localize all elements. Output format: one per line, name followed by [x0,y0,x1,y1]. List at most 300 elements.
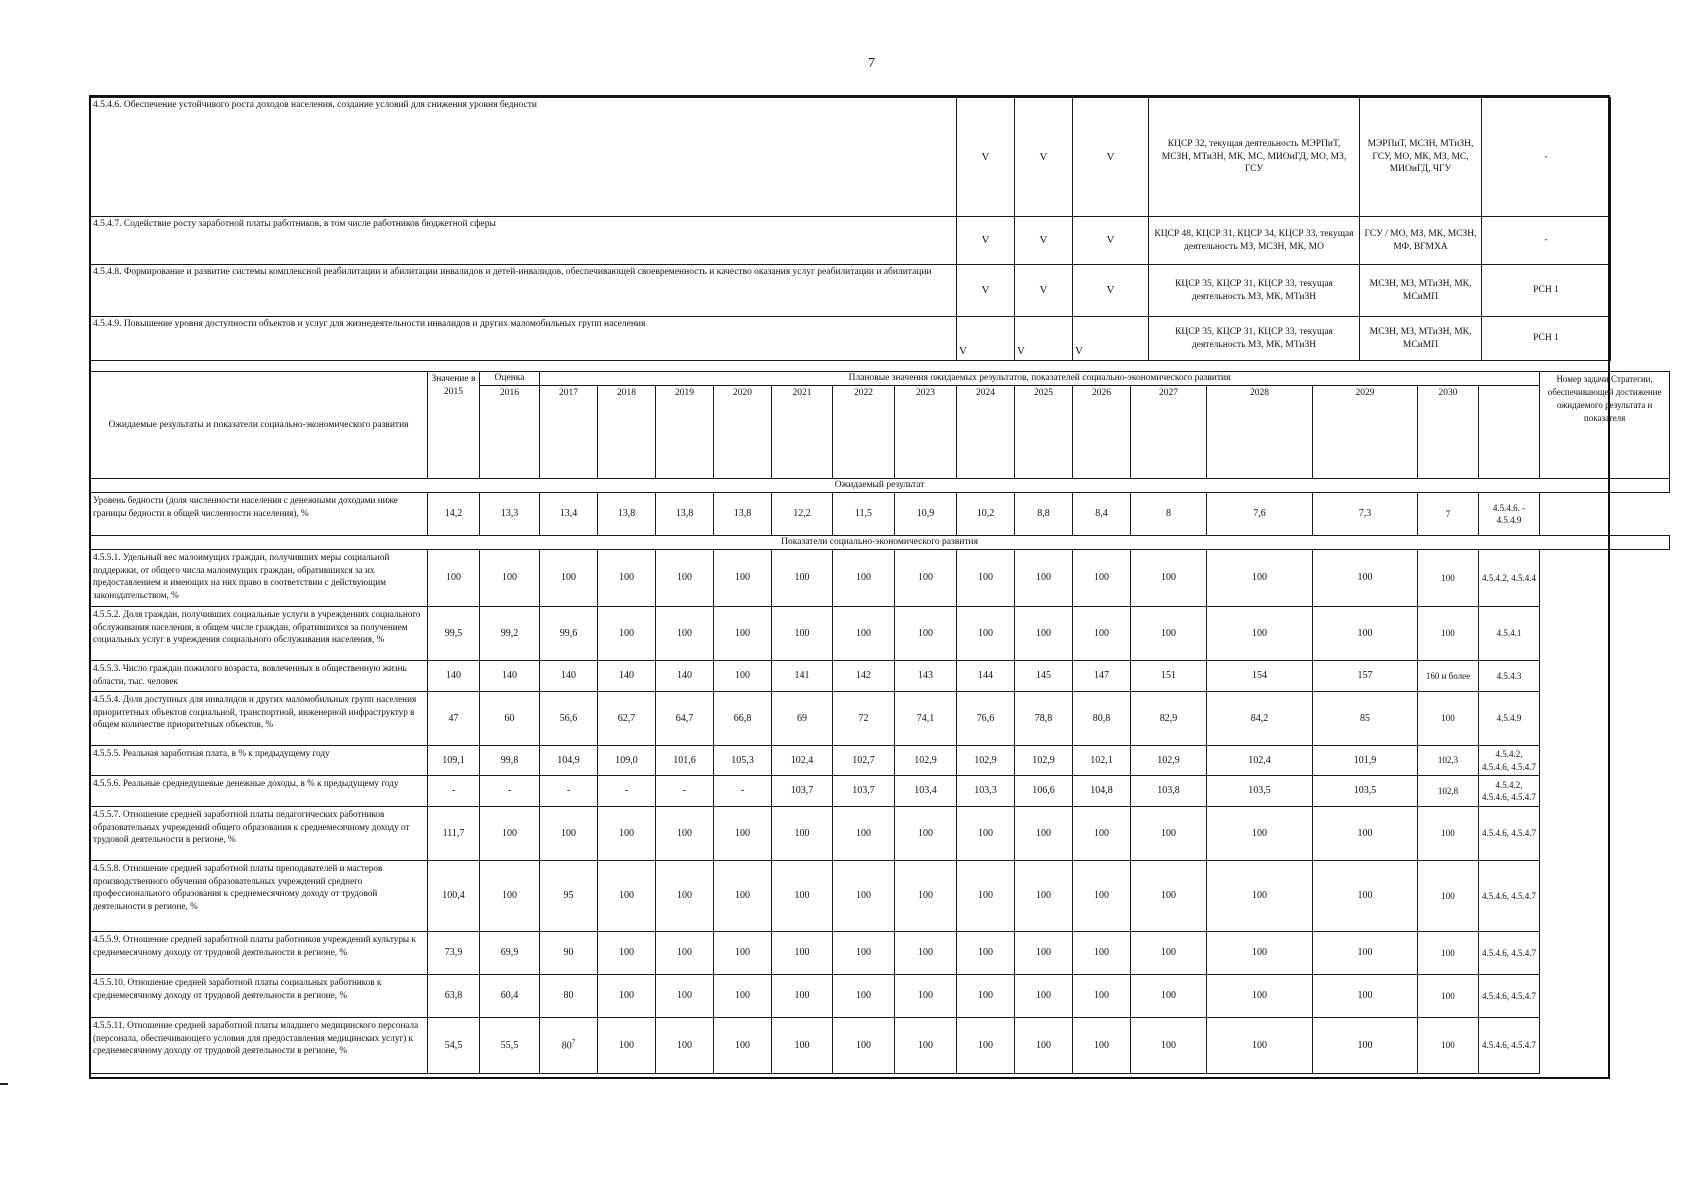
value-text: 100 [735,627,750,639]
page-number: 7 [868,56,875,71]
indicator-row [90,607,1670,661]
indicator-value [1015,746,1073,776]
year-header: 2017 [540,386,598,479]
value-text: 102,3 [1437,755,1459,766]
indicator-value [1313,607,1418,661]
value-2015-header: Значение в 2015 [428,372,480,479]
value-text: 100 [677,947,692,959]
measure-row [90,217,1611,265]
indicator-value [1131,932,1207,975]
indicator-value [428,607,480,661]
measure-text: 4.5.4.9. Повышение уровня доступности объектов и услуг для жизнедеятельности инвалидов и других маломобильных групп населения [90,317,957,361]
indicator-row [90,861,1670,932]
expected-result-row [90,493,1670,536]
indicator-row [90,932,1670,975]
indicator-value [1073,493,1131,536]
indicator-value [1131,776,1207,807]
indicator-value [656,607,714,661]
value-text: 102,8 [1437,785,1459,796]
indicator-value [1418,861,1479,932]
indicator-value [598,550,656,607]
value-text: 100 [1036,827,1051,839]
value-text: 100 [918,947,933,959]
value-text: 13,8 [675,508,694,520]
indicator-task: 4.5.4.2, 4.5.4.4 [1479,550,1540,607]
value-text: 100 [1252,572,1267,584]
value-text: 100 [1094,890,1109,902]
value-text: 100 [619,990,634,1002]
value-text: 10,2 [976,508,995,520]
value-text: 100 [978,827,993,839]
value-text: 102,9 [1157,754,1180,766]
year-header: 2026 [1073,386,1131,479]
value-text: - [740,785,745,797]
indicator-value [598,975,656,1018]
value-text: 100 [794,947,810,959]
indicator-value [480,607,540,661]
indicator-value [1015,776,1073,807]
value-text: 100 [918,627,933,639]
period-mark: V [1015,265,1073,317]
value-text: 99,6 [559,627,578,639]
measure-row [90,317,1611,361]
value-text: 85 [1360,712,1370,724]
indicator-value [772,607,833,661]
value-text: 160 и более [1425,670,1471,681]
value-text: 140 [561,670,576,682]
indicator-value [1131,861,1207,932]
indicator-value [480,661,540,692]
value-text: 90 [563,947,574,959]
value-text: 8,4 [1095,508,1108,520]
indicator-value [428,807,480,861]
indicator-value [1073,692,1131,746]
measures-table [89,97,1611,361]
funding-source: КЦСР 35, КЦСР 31, КЦСР 33, текущая деятельность МЗ, МК, МТиЗН [1149,265,1360,317]
value-text: 100 [1161,827,1176,839]
value-text: 106,6 [1032,785,1055,797]
value-text: 102,1 [1090,754,1113,766]
value-text: 103,3 [974,785,997,797]
indicator-value [1207,975,1313,1018]
value-text: 102,9 [914,754,937,766]
value-text: 100 [1161,890,1176,902]
indicator-name: 4.5.5.8. Отношение средней заработной платы преподавателей и мастеров производственного обучения образовательных учреждений среднего профессионального образования к среднемесячному доходу от трудовой деятельности в регионе, % [90,861,428,932]
margin-mark [0,1083,8,1085]
value-text: - [507,785,512,797]
value-text: 100 [1441,990,1455,1001]
value-text: 13,8 [733,508,752,520]
indicator-value [1015,932,1073,975]
value-text: 100 [1252,827,1267,839]
indicator-value [1015,550,1073,607]
value-text: 100 [856,990,871,1002]
value-text: 100 [619,627,634,639]
section-expected: Ожидаемый результат [90,479,1670,493]
indicator-value [480,746,540,776]
indicator-value [598,661,656,692]
indicator-value [1131,550,1207,607]
value-text: 100,4 [442,890,465,902]
value-text: 69 [797,712,807,724]
value-text: 101,9 [1353,754,1377,766]
strategy-task: - [1482,217,1611,265]
indicator-value [1015,692,1073,746]
indicator-task: 4.5.4.2, 4.5.4.6, 4.5.4.7 [1479,776,1540,807]
value-text: 100 [1252,947,1267,959]
indicator-value [656,932,714,975]
value-text: 103,5 [1353,785,1377,797]
value-text: - [624,785,629,797]
value-text: 100 [561,827,576,839]
measure-text: 4.5.4.6. Обеспечение устойчивого роста доходов населения, создание условий для снижения уровня бедности [90,98,957,217]
indicators-table [89,371,1670,1074]
value-text: 100 [794,827,810,839]
responsible-executors: ГСУ / МО, МЗ, МК, МСЗН, МФ, ВГМХА [1360,217,1482,265]
value-text: 100 [735,890,750,902]
indicator-value [772,493,833,536]
value-text: 102,7 [852,754,875,766]
indicator-value [1207,661,1313,692]
indicator-value [1313,807,1418,861]
value-text: 76,6 [976,712,995,724]
value-text: 100 [1161,627,1176,639]
value-text: 100 [735,1039,750,1051]
indicator-value [895,975,957,1018]
indicator-name: 4.5.5.9. Отношение средней заработной платы работников учреждений культуры к среднемесячному доходу от трудовой деятельности в регионе, % [90,932,428,975]
measure-row [90,98,1611,217]
indicator-value [428,1018,480,1074]
value-text: 100 [735,572,750,584]
indicator-value [1313,692,1418,746]
value-text: 100 [735,670,750,682]
section-indicators: Показатели социально-экономического развития [90,536,1670,550]
indicator-task: 4.5.4.6. - 4.5.4.9 [1479,493,1540,536]
indicator-value [895,861,957,932]
indicator-value [772,746,833,776]
indicator-value [656,692,714,746]
indicator-value [1207,1018,1313,1074]
period-mark: V [957,317,1015,361]
indicator-value [1207,776,1313,807]
value-text: 100 [1094,1039,1109,1051]
value-text: 100 [619,947,634,959]
value-text: 103,8 [1157,785,1180,797]
value-text: 14,2 [444,508,463,520]
value-text: 154 [1252,670,1267,682]
indicator-value [772,975,833,1018]
value-text: 100 [1441,828,1455,839]
indicator-row [90,1018,1670,1074]
value-text: 100 [735,990,750,1002]
value-text: 7,3 [1358,508,1372,520]
value-text: 100 [735,827,750,839]
indicator-value [1073,607,1131,661]
indicator-value [772,932,833,975]
value-text: 82,9 [1159,712,1178,724]
indicator-value [540,692,598,746]
period-mark: V [1073,98,1149,217]
indicator-value [428,975,480,1018]
indicator-value [895,746,957,776]
value-text: 141 [794,670,810,682]
indicator-value [428,692,480,746]
indicator-value [957,932,1015,975]
indicator-value [428,932,480,975]
indicator-value [1418,493,1479,536]
value-text: 100 [1161,572,1176,584]
indicator-value [656,1018,714,1074]
indicator-value [1313,861,1418,932]
value-text: 143 [918,670,933,682]
value-text: 147 [1094,670,1109,682]
indicator-value [428,746,480,776]
value-text: 13,4 [559,508,578,520]
value-text: 109,1 [442,754,465,766]
value-text: 100 [918,1039,933,1051]
value-text: 99,8 [500,754,519,766]
value-text: 100 [978,572,993,584]
indicator-value [1418,807,1479,861]
value-text: 100 [856,947,871,959]
value-text: 100 [1161,990,1176,1002]
indicator-value [895,607,957,661]
indicator-value [833,661,895,692]
indicator-row [90,975,1670,1018]
indicator-value [772,661,833,692]
value-text: 100 [1094,947,1109,959]
indicator-value [540,550,598,607]
value-text: 80,8 [1092,712,1111,724]
year-header: 2021 [772,386,833,479]
indicator-value [957,493,1015,536]
value-text: 99,2 [500,627,519,639]
indicator-value [714,746,772,776]
value-text: 100 [978,990,993,1002]
indicator-value [1131,692,1207,746]
year-header: 2023 [895,386,957,479]
year-header: 2019 [656,386,714,479]
funding-source: КЦСР 48, КЦСР 31, КЦСР 34, КЦСР 33, текущая деятельность МЗ, МСЗН, МК, МО [1149,217,1360,265]
indicator-value [656,807,714,861]
value-text: 100 [619,827,634,839]
indicator-value [428,776,480,807]
value-text: 100 [1094,572,1109,584]
value-text: 100 [856,627,871,639]
indicator-value [1313,1018,1418,1074]
value-text: 95 [563,890,574,902]
indicator-value [895,1018,957,1074]
indicator-value [480,493,540,536]
indicator-value [833,807,895,861]
indicator-value [428,550,480,607]
value-text: 109,0 [615,754,638,766]
indicator-value [598,607,656,661]
indicator-value [480,692,540,746]
year-header: 2028 [1207,386,1313,479]
funding-source: КЦСР 35, КЦСР 31, КЦСР 33, текущая деятельность МЗ, МК, МТиЗН [1149,317,1360,361]
indicator-value [895,493,957,536]
value-text: 100 [1036,1039,1051,1051]
value-text: 11,5 [854,508,873,520]
indicator-value [772,1018,833,1074]
indicator-value [833,692,895,746]
value-text: 104,8 [1090,785,1113,797]
indicator-row [90,807,1670,861]
indicator-value [1015,661,1073,692]
value-text: 100 [1357,990,1373,1002]
responsible-executors: МЭРПиТ, МСЗН, МТиЗН, ГСУ, МО, МК, МЗ, МС, МИОиГД, ЧГУ [1360,98,1482,217]
indicator-value [833,861,895,932]
value-text: 103,7 [790,785,814,797]
value-text: 64,7 [675,712,694,724]
indicator-value [957,607,1015,661]
value-text: 100 [1036,572,1051,584]
value-text: 100 [677,990,692,1002]
indicator-value [1418,932,1479,975]
footnote-mark: 7 [571,1038,576,1047]
indicator-value [1015,1018,1073,1074]
value-text: 111,7 [442,827,465,839]
responsible-executors: МСЗН, МЗ, МТиЗН, МК, МСиМП [1360,265,1482,317]
value-text: 100 [561,572,576,584]
value-text: 63,8 [444,990,463,1002]
indicator-value [656,776,714,807]
indicator-task: 4.5.4.6, 4.5.4.7 [1479,861,1540,932]
value-text: 80 [563,990,574,1002]
indicator-value [540,932,598,975]
indicator-value [540,493,598,536]
value-text: 100 [978,947,993,959]
funding-source: КЦСР 32, текущая деятельность МЭРПиТ, МСЗН, МТиЗН, МК, МС, МИОиГД, МО, МЗ, ГСУ [1149,98,1360,217]
value-text: 100 [856,1039,871,1051]
indicator-value [1131,661,1207,692]
value-text: 47 [448,712,459,724]
value-text: 60,4 [500,990,519,1002]
indicator-value [1073,975,1131,1018]
indicator-value [833,975,895,1018]
indicator-value [957,807,1015,861]
value-text: 100 [1441,890,1455,901]
indicator-value [714,607,772,661]
strategy-task: РСН 1 [1482,265,1611,317]
indicator-value [598,493,656,536]
indicator-task: 4.5.4.3 [1479,661,1540,692]
indicator-value [480,550,540,607]
indicator-value [1418,746,1479,776]
indicator-value [540,975,598,1018]
indicator-value [957,861,1015,932]
measure-text: 4.5.4.7. Содействие росту заработной платы работников, в том числе работников бюджетной сферы [90,217,957,265]
indicator-value [1073,932,1131,975]
value-text: 100 [1441,628,1455,639]
value-text: 140 [619,670,634,682]
indicator-value [598,932,656,975]
value-text: 72 [858,712,869,724]
value-text: 100 [794,1039,810,1051]
indicator-value [1418,692,1479,746]
year-header: 2020 [714,386,772,479]
value-text: 103,4 [914,785,937,797]
value-text: 10,9 [916,508,935,520]
period-mark: V [1073,217,1149,265]
indicator-name: 4.5.5.11. Отношение средней заработной платы младшего медицинского персонала (персонала, обеспечивающего условия для предоставления медицинских услуг) к среднемесячному доходу от трудовой деятельности в регионе, % [90,1018,428,1074]
indicator-value [714,975,772,1018]
value-text: 100 [502,572,517,584]
indicator-value [772,550,833,607]
indicator-value [714,493,772,536]
period-mark: V [1015,317,1073,361]
value-text: 100 [677,827,692,839]
indicator-value [1131,975,1207,1018]
indicator-value [1207,550,1313,607]
value-text: 100 [619,572,634,584]
indicator-value [540,607,598,661]
indicator-value [957,975,1015,1018]
value-text: 142 [856,670,871,682]
value-text: 100 [1252,1039,1267,1051]
indicator-value [1418,607,1479,661]
value-text: - [451,785,456,797]
value-text: 100 [677,627,692,639]
value-text: - [682,785,687,797]
year-header: 2018 [598,386,656,479]
value-text: 100 [978,890,993,902]
indicator-value [540,746,598,776]
value-text: 100 [1161,947,1176,959]
indicator-value [1131,1018,1207,1074]
planned-header: Плановые значения ожидаемых результатов, показателей социально-экономического развития [540,372,1540,386]
indicator-name: 4.5.5.2. Доля граждан, получивших социальные услуги в учреждениях социального обслуживания населения, в общем числе граждан, обратившихся за получением социальных услуг в учреждения социального обслуживания населения, % [90,607,428,661]
indicator-value [656,746,714,776]
period-mark: V [1015,217,1073,265]
value-text: 102,9 [974,754,997,766]
indicator-value [772,776,833,807]
indicator-task: 4.5.4.6, 4.5.4.7 [1479,807,1540,861]
indicator-value [714,1018,772,1074]
indicator-value [1015,493,1073,536]
indicator-row [90,746,1670,776]
indicator-value [957,661,1015,692]
value-text: 100 [502,890,517,902]
indicator-value [598,1018,656,1074]
indicator-value [480,776,540,807]
value-text: 102,4 [790,754,814,766]
responsible-executors: МСЗН, МЗ, МТиЗН, МК, МСиМП [1360,317,1482,361]
indicator-value [1073,861,1131,932]
indicator-value [1073,807,1131,861]
indicator-value [1418,975,1479,1018]
value-text: 100 [735,947,750,959]
indicator-value [895,692,957,746]
indicator-value [772,861,833,932]
indicator-row [90,661,1670,692]
indicator-value [656,975,714,1018]
value-text: 100 [1441,1040,1455,1051]
indicator-value [540,661,598,692]
indicator-value [714,932,772,975]
indicator-value [1418,550,1479,607]
indicator-value [895,776,957,807]
value-text: 69,9 [500,947,519,959]
indicator-value [1313,776,1418,807]
indicator-value [598,861,656,932]
value-text: 140 [502,670,517,682]
value-text: 100 [502,827,517,839]
value-text: 100 [619,1039,634,1051]
year-header: 2024 [957,386,1015,479]
value-text: 140 [677,670,692,682]
